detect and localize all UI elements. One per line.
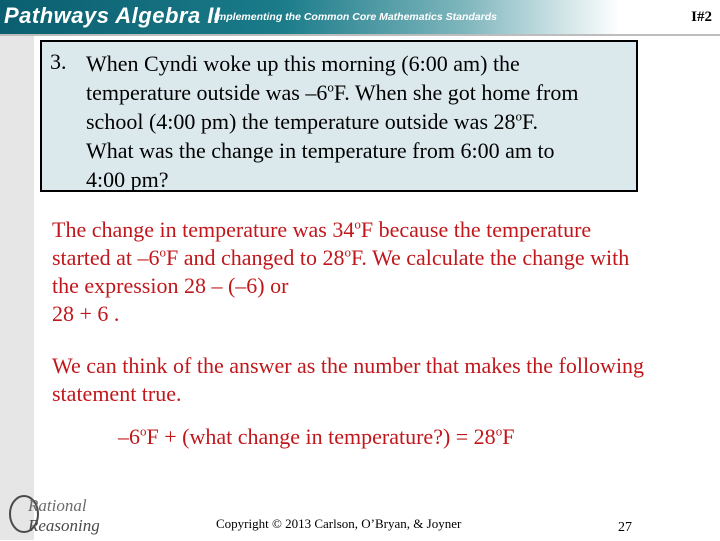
brand-title: Pathways Algebra II <box>4 3 221 28</box>
degree-symbol: o <box>354 216 361 232</box>
header <box>0 0 720 34</box>
equation-part: F <box>502 424 515 449</box>
answer-text: F because the temperature started at –6 <box>52 217 592 270</box>
page-number: 27 <box>618 520 632 535</box>
brand-subtitle: Implementing the Common Core Mathematics Standards <box>214 11 497 23</box>
question-line: When Cyndi woke up this morning (6:00 am) the <box>86 51 520 76</box>
logo-graphic <box>4 490 134 536</box>
logo-line2: Reasoning <box>28 516 100 535</box>
answer-text: The change in temperature was 34 <box>52 217 355 242</box>
degree-symbol: o <box>159 244 167 260</box>
logo-line1: Rational <box>28 496 87 515</box>
degree-symbol: o <box>140 423 147 439</box>
header-banner <box>0 0 620 34</box>
degree-symbol: o <box>344 244 351 260</box>
degree-symbol: o <box>515 108 523 124</box>
degree-symbol: o <box>495 423 503 439</box>
rational-reasoning-logo <box>4 490 134 536</box>
degree-symbol: o <box>327 79 334 95</box>
answer-text: F. We calculate the change with the expression 28 – (–6) or <box>52 245 630 298</box>
question-line: 4:00 pm? <box>86 167 169 192</box>
equation <box>118 424 514 450</box>
question-number: 3. <box>50 49 67 74</box>
equation-part: –6 <box>118 424 140 449</box>
answer-paragraph-2: We can think of the answer as the number that makes the following statement true. <box>52 353 645 406</box>
left-margin-stripe <box>0 34 34 540</box>
question-box <box>40 40 638 192</box>
question-line: temperature outside was –6 <box>86 80 328 105</box>
question-line: school (4:00 pm) the temperature outside was 28 <box>86 109 516 134</box>
equation-part: F + (what change in temperature?) = 28 <box>146 424 496 449</box>
answer-paragraph <box>52 216 652 328</box>
question-line: What was the change in temperature from 6:00 am to <box>86 138 555 163</box>
question-text <box>86 49 628 194</box>
answer-text: F and changed to 28 <box>166 245 345 270</box>
question-line: F. When she got home from <box>333 80 579 105</box>
page-code: I#2 <box>691 9 712 25</box>
header-divider <box>0 34 720 36</box>
copyright: Copyright © 2013 Carlson, O’Bryan, & Joyner <box>216 516 462 531</box>
question-line: F. <box>522 109 538 134</box>
answer-text: 28 + 6 . <box>52 301 120 326</box>
